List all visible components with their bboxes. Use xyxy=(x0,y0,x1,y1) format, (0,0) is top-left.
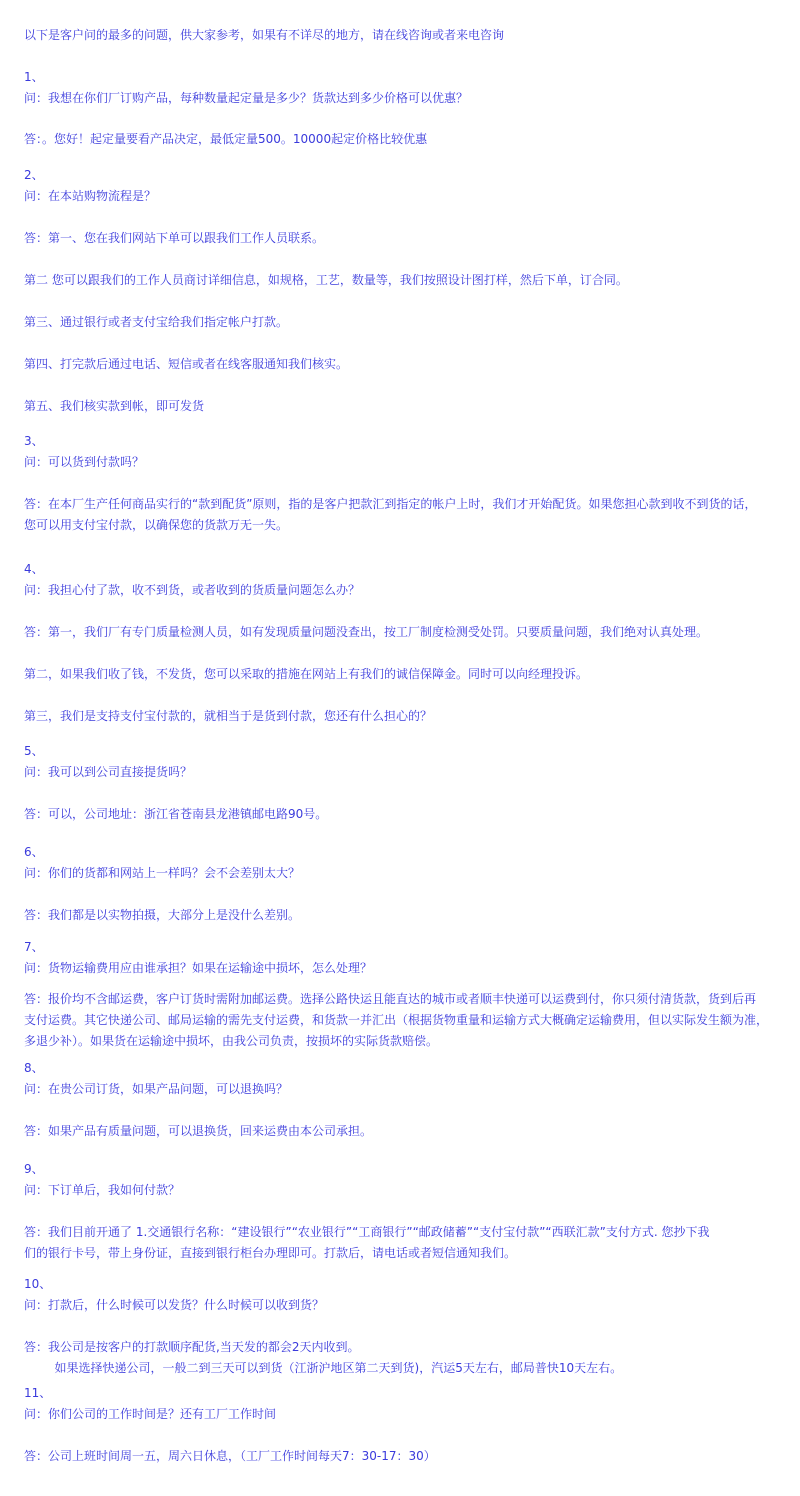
faq-question: 问：货物运输费用应由谁承担？如果在运输途中损坏，怎么处理？ xyxy=(24,961,373,975)
faq-answer: 第二 您可以跟我们的工作人员商讨详细信息，如规格，工艺，数量等，我们按照设计图打样，然后下单，订合同。 xyxy=(24,273,628,287)
faq-number: 3、 xyxy=(24,434,44,448)
faq-answer: 答：我们目前开通了 1.交通银行名称：“建设银行”“农业银行”“工商银行”“邮政储蓄”“支付宝付款”“西联汇款”支付方式. 您抄下我 xyxy=(24,1225,710,1239)
faq-answer: 答：我公司是按客户的打款顺序配货,当天发的都会2天内收到。 xyxy=(24,1340,360,1354)
faq-answer: 答：第一、您在我们网站下单可以跟我们工作人员联系。 xyxy=(24,231,325,245)
faq-answer: 答：我们都是以实物拍摄，大部分上是没什么差别。 xyxy=(24,908,301,922)
faq-answer: 们的银行卡号，带上身份证，直接到银行柜台办理即可。打款后，请电话或者短信通知我们。 xyxy=(24,1246,517,1260)
faq-answer: 如果选择快递公司，一般二到三天可以到货（江浙沪地区第二天到货)，汽运5天左右，邮局普快10天左右。 xyxy=(24,1361,623,1375)
faq-answer: 您可以用支付宝付款，以确保您的货款万无一失。 xyxy=(24,518,289,532)
faq-question: 问：你们公司的工作时间是？还有工厂工作时间 xyxy=(24,1407,277,1421)
faq-number: 2、 xyxy=(24,168,44,182)
faq-question: 问：打款后，什么时候可以发货？什么时候可以收到货？ xyxy=(24,1298,325,1312)
faq-answer: 第三、通过银行或者支付宝给我们指定帐户打款。 xyxy=(24,315,289,329)
faq-question: 问：在贵公司订货，如果产品问题，可以退换吗？ xyxy=(24,1082,289,1096)
faq-number: 7、 xyxy=(24,940,44,954)
faq-number: 5、 xyxy=(24,744,44,758)
faq-number: 6、 xyxy=(24,845,44,859)
faq-question: 问：可以货到付款吗？ xyxy=(24,455,145,469)
faq-number: 8、 xyxy=(24,1061,44,1075)
faq-answer: 答：。您好！起定量要看产品决定，最低定量500。10000起定价格比较优惠 xyxy=(24,132,428,146)
faq-question: 问：我可以到公司直接提货吗？ xyxy=(24,765,193,779)
faq-answer: 答：第一，我们厂有专门质量检测人员，如有发现质量问题没查出，按工厂制度检测受处罚。只要质量问题，我们绝对认真处理。 xyxy=(24,625,709,639)
faq-answer: 第五、我们核实款到帐，即可发货 xyxy=(24,399,205,413)
faq-answer: 多退少补）。如果货在运输途中损坏，由我公司负责，按损坏的实际货款赔偿。 xyxy=(24,1034,439,1048)
faq-answer: 答：可以，公司地址：浙江省苍南县龙港镇邮电路90号。 xyxy=(24,807,328,821)
faq-question: 问：我想在你们厂订购产品，每种数量起定量是多少？货款达到多少价格可以优惠？ xyxy=(24,91,469,105)
faq-number: 1、 xyxy=(24,70,44,84)
faq-question: 问：下订单后，我如何付款？ xyxy=(24,1183,181,1197)
faq-answer: 答：报价均不含邮运费，客户订货时需附加邮运费。选择公路快运且能直达的城市或者顺丰快递可以运费到付，你只须付清货款，货到后再 xyxy=(24,992,757,1006)
faq-answer: 答：公司上班时间周一五，周六日休息，（工厂工作时间每天7：30-17：30） xyxy=(24,1449,436,1463)
faq-question: 问：在本站购物流程是？ xyxy=(24,189,157,203)
faq-answer: 支付运费。其它快递公司、邮局运输的需先支付运费，和货款一并汇出（根据货物重量和运输方式大概确定运输费用，但以实际发生额为准， xyxy=(24,1013,769,1027)
faq-number: 9、 xyxy=(24,1162,44,1176)
faq-answer: 第三，我们是支持支付宝付款的，就相当于是货到付款，您还有什么担心的？ xyxy=(24,709,433,723)
faq-question: 问：我担心付了款，收不到货，或者收到的货质量问题怎么办？ xyxy=(24,583,361,597)
faq-answer: 第二，如果我们收了钱，不发货，您可以采取的措施在网站上有我们的诚信保障金。同时可以向经理投诉。 xyxy=(24,667,589,681)
faq-answer: 答：如果产品有质量问题，可以退换货，回来运费由本公司承担。 xyxy=(24,1124,373,1138)
faq-number: 11、 xyxy=(24,1386,52,1400)
faq-answer: 答：在本厂生产任何商品实行的“款到配货”原则，指的是客户把款汇到指定的帐户上时，我们才开始配货。如果您担心款到收不到货的话， xyxy=(24,497,757,511)
faq-number: 4、 xyxy=(24,562,44,576)
faq-answer: 第四、打完款后通过电话、短信或者在线客服通知我们核实。 xyxy=(24,357,349,371)
faq-question: 问：你们的货都和网站上一样吗？会不会差别太大？ xyxy=(24,866,301,880)
intro-text: 以下是客户问的最多的问题，供大家参考，如果有不详尽的地方，请在线咨询或者来电咨询 xyxy=(24,28,505,42)
faq-number: 10、 xyxy=(24,1277,52,1291)
